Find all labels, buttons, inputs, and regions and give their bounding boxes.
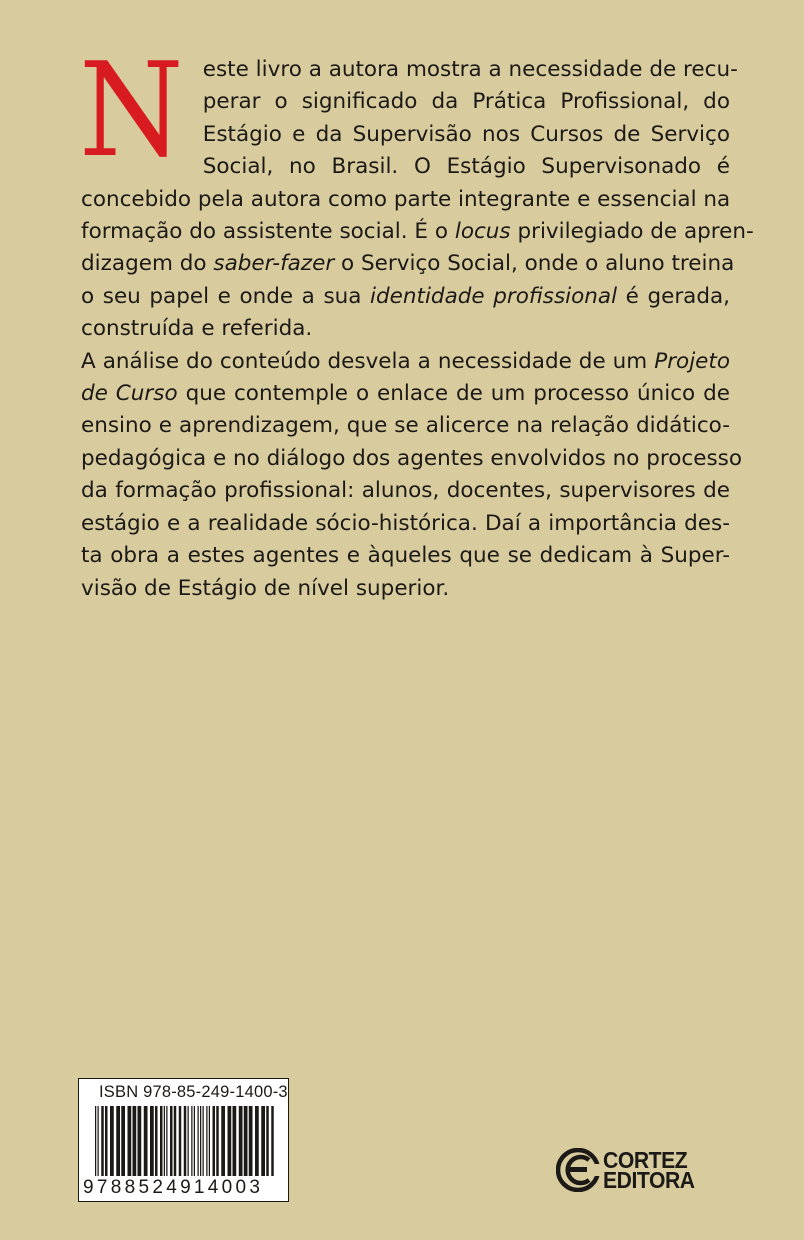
italic-term-identidade: identidade profissional — [370, 283, 618, 309]
barcode-bar — [200, 1106, 201, 1176]
barcode-bar — [98, 1106, 99, 1176]
barcode-bar — [155, 1106, 158, 1176]
text-line: Estágio e da Supervisão nos Cursos de Serviço — [202, 121, 730, 147]
text-line — [81, 281, 730, 313]
text-line: estágio e a realidade sócio-histórica. Daí a importância des- — [81, 510, 730, 536]
italic-term-de-curso: de Curso — [81, 381, 178, 407]
text-segment: A análise do conteúdo desvela a necessidade de um — [81, 348, 648, 374]
cortez-logo-icon — [556, 1148, 602, 1192]
barcode-bar — [138, 1106, 142, 1176]
barcode-bar — [203, 1106, 204, 1176]
barcode-bar — [110, 1106, 114, 1176]
text-line — [81, 346, 730, 378]
barcode-bar — [239, 1106, 243, 1176]
text-line: da formação profissional: alunos, docentes, supervisores de — [81, 478, 730, 504]
text-line — [81, 248, 735, 280]
barcode-bar — [206, 1106, 207, 1176]
text-line: pedagógica e no diálogo dos agentes envolvidos no processo — [81, 445, 743, 471]
barcode-bar — [194, 1106, 195, 1176]
italic-term-locus: locus — [454, 219, 511, 245]
barcode-bar — [121, 1106, 125, 1176]
text-line: concebido pela autora como parte integrante e essencial na — [81, 186, 731, 212]
barcode-bar — [209, 1106, 210, 1176]
barcode-bar — [144, 1106, 148, 1176]
barcode-bar — [160, 1106, 163, 1176]
barcode — [93, 1106, 277, 1178]
text-segment: formação do assistente social. É o — [81, 219, 448, 245]
barcode-bar — [261, 1106, 265, 1176]
text-line — [81, 216, 754, 248]
barcode-bar — [95, 1106, 96, 1176]
barcode-bar — [101, 1106, 104, 1176]
text-line: visão de Estágio de nível superior. — [81, 575, 450, 601]
text-segment: é gerada, — [625, 283, 730, 309]
barcode-bar — [216, 1106, 219, 1176]
text-line — [81, 378, 730, 410]
italic-term-saber-fazer: saber-fazer — [213, 251, 335, 277]
publisher-name-line1: CORTEZ — [603, 1147, 688, 1173]
barcode-bar — [213, 1106, 216, 1176]
barcode-bar — [174, 1106, 177, 1176]
text-segment: o seu papel e onde a sua — [81, 283, 362, 309]
text-segment: privilegiado de apren- — [517, 219, 754, 245]
barcode-digits: 9788524914003 — [83, 1177, 264, 1198]
text-line: ta obra a estes agentes e àqueles que se dedicam à Super- — [81, 543, 730, 569]
barcode-bar — [244, 1106, 248, 1176]
text-segment: que contemple o enlace de um processo único de — [185, 381, 730, 407]
text-line: este livro a autora mostra a necessidade de recu- — [202, 57, 738, 82]
drop-cap: N — [79, 34, 184, 186]
isbn-barcode-box — [78, 1078, 289, 1202]
barcode-bar — [133, 1106, 137, 1176]
barcode-bar — [266, 1106, 269, 1176]
text-segment: dizagem do — [81, 251, 207, 277]
barcode-bar — [170, 1106, 173, 1176]
text-line: Social, no Brasil. O Estágio Supervisonado é — [202, 154, 730, 180]
barcode-bar — [128, 1106, 132, 1176]
barcode-bar — [166, 1106, 167, 1176]
barcode-bar — [150, 1106, 154, 1176]
barcode-bar — [198, 1106, 199, 1176]
barcode-bar — [179, 1106, 182, 1176]
barcode-bar — [249, 1106, 253, 1176]
barcode-bar — [188, 1106, 189, 1176]
paragraph-2 — [81, 346, 743, 605]
barcode-bar — [233, 1106, 237, 1176]
text-line: construída e referida. — [81, 316, 313, 342]
barcode-bar — [228, 1106, 232, 1176]
barcode-bar — [191, 1106, 192, 1176]
publisher-name-line2: EDITORA — [603, 1167, 695, 1193]
barcode-bar — [221, 1106, 225, 1176]
barcode-bar — [271, 1106, 274, 1176]
barcode-bar — [116, 1106, 120, 1176]
barcode-bar — [105, 1106, 108, 1176]
isbn-label: ISBN 978-85-249-1400-3 — [99, 1083, 288, 1101]
barcode-bar — [255, 1106, 259, 1176]
back-cover-text — [79, 34, 754, 605]
barcode-bar — [164, 1106, 165, 1176]
paragraph-1 — [79, 34, 754, 346]
barcode-bar — [184, 1106, 187, 1176]
text-line: ensino e aprendizagem, que se alicerce na relação didático- — [81, 413, 730, 439]
text-segment: o Serviço Social, onde o aluno treina — [341, 251, 735, 277]
italic-term-projeto: Projeto — [654, 348, 730, 374]
text-line: perar o significado da Prática Profissional, do — [202, 89, 730, 115]
publisher-logo — [556, 1148, 716, 1192]
